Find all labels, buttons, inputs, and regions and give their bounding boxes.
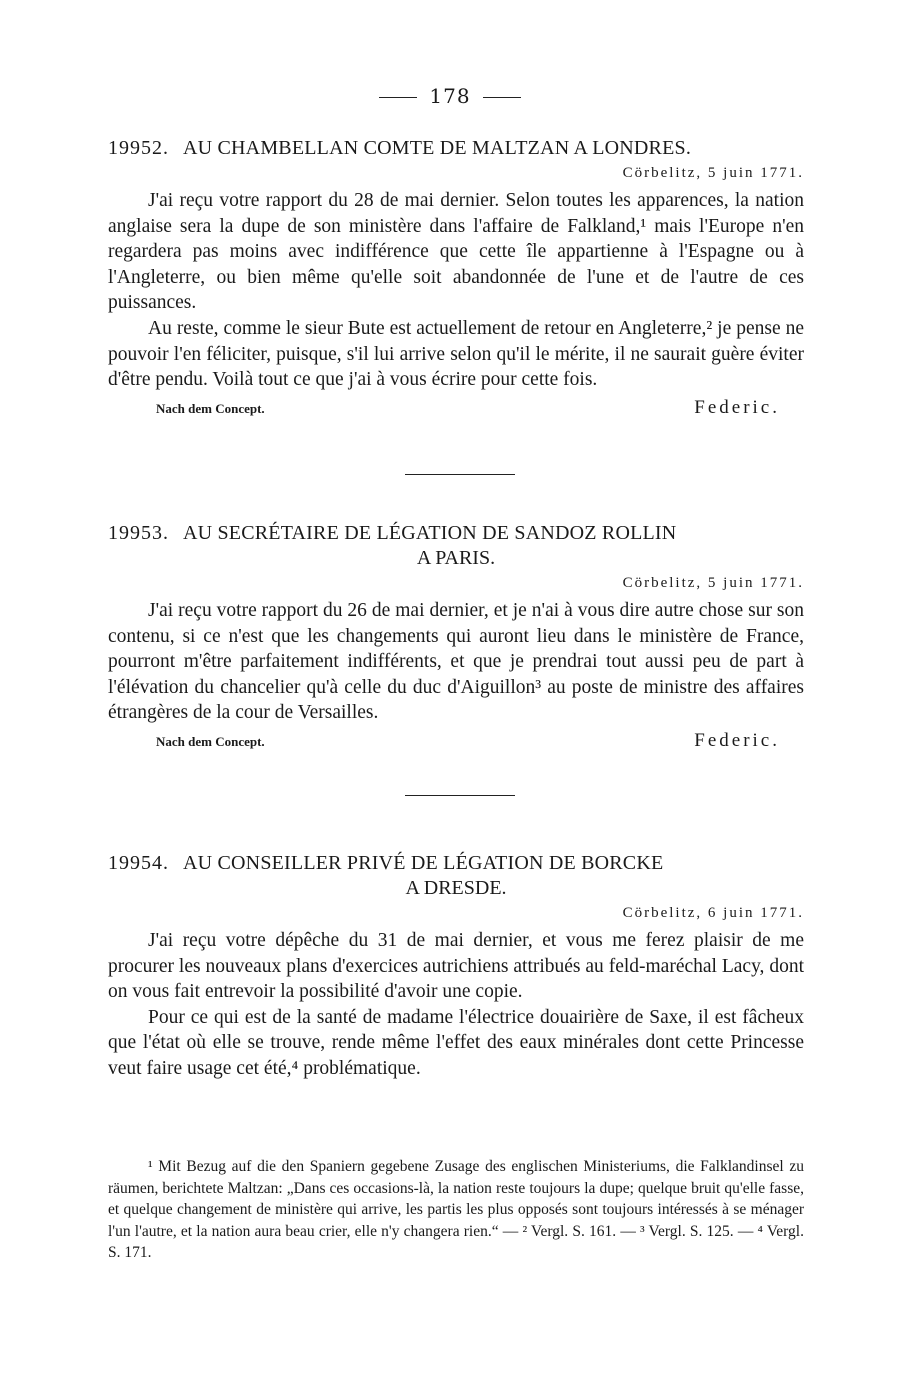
- letter-footer: [108, 397, 804, 419]
- page-number-dash-left: [379, 97, 417, 98]
- letter-footer: [108, 730, 804, 752]
- letter-dateline: Cörbelitz, 6 juin 1771.: [622, 905, 804, 921]
- letter-heading-continued: A PARIS.: [416, 547, 496, 569]
- letter-19952: [108, 136, 804, 419]
- letter-number: 19953.: [108, 522, 169, 544]
- letter-heading-continued: A DRESDE.: [405, 877, 507, 899]
- letter-source: Nach dem Concept.: [156, 733, 265, 749]
- letter-heading: [108, 136, 804, 161]
- letter-number: 19952.: [108, 137, 169, 159]
- letter-dateline: Cörbelitz, 5 juin 1771.: [622, 575, 804, 591]
- letter-signature: Federic.: [694, 729, 780, 751]
- letter-source: Nach dem Concept.: [156, 400, 265, 416]
- letter-19953: [108, 521, 804, 752]
- letter-dateline: Cörbelitz, 5 juin 1771.: [622, 165, 804, 181]
- footnotes: [108, 1156, 804, 1264]
- section-divider: [405, 795, 515, 796]
- letter-number: 19954.: [108, 852, 169, 874]
- letter-paragraph: Pour ce qui est de la santé de madame l'électrice douairière de Saxe, il est fâcheux que l'état où elle se trouve, rende même l'effet des eaux minérales dont cette Princesse veut faire usage cet été,⁴ problématique.: [108, 1006, 804, 1079]
- section-divider: [405, 474, 515, 475]
- letter-paragraph: J'ai reçu votre rapport du 26 de mai dernier, et je n'ai à vous dire autre chose sur son contenu, si ce n'est que les changements qui auront lieu dans le ministère de France, pourront m'être parfaitement indifférents, et que je prendrai tout aussi peu de part à l'élévation du chancelier qu'à celle du duc d'Aiguillon³ au poste de ministre des affaires étrangères de la cour de Versailles.: [108, 600, 804, 724]
- letter-19954: [108, 851, 804, 1082]
- page-number-text: 178: [429, 84, 471, 108]
- letter-heading: [108, 851, 804, 876]
- letter-signature: Federic.: [694, 396, 780, 418]
- letter-paragraph: Au reste, comme le sieur Bute est actuellement de retour en Angleterre,² je pense ne pouvoir l'en féliciter, puisque, s'il lui arrive selon qu'il le mérite, il ne saurait guère éviter d'être pendu. Voilà tout ce que j'ai à vous écrire pour cette fois.: [108, 317, 804, 391]
- letter-paragraph: J'ai reçu votre dépêche du 31 de mai dernier, et vous me ferez plaisir de me procurer les nouveaux plans d'exercices autrichiens attribués au feld-maréchal Lacy, dont on vous fait entrevoir la possibilité d'avoir une copie.: [108, 930, 804, 1003]
- letter-heading: [108, 521, 804, 546]
- letter-addressee: AU SECRÉTAIRE DE LÉGATION DE SANDOZ ROLLIN: [183, 522, 677, 544]
- page-number-dash-right: [483, 97, 521, 98]
- letter-addressee: AU CHAMBELLAN COMTE DE MALTZAN A LONDRES.: [183, 137, 692, 159]
- letter-addressee: AU CONSEILLER PRIVÉ DE LÉGATION DE BORCKE: [183, 852, 664, 874]
- letter-paragraph: J'ai reçu votre rapport du 28 de mai dernier. Selon toutes les apparences, la nation anglaise sera la dupe de son ministère dans l'affaire de Falkland,¹ mais l'Europe n'en regardera pas moins avec indifférence que cette île appartienne à l'Espagne ou à l'Angleterre, ou bien même qu'elle soit abandonnée de l'une et de l'autre de ces puissances.: [108, 190, 804, 314]
- page-number: [0, 84, 900, 108]
- footnote-text: ¹ Mit Bezug auf die den Spaniern gegebene Zusage des englischen Ministeriums, die Falklandinsel zu räumen, berichtete Maltzan: „Dans ces occasions-là, la nation reste toujours la dupe; quelque bruit qu'elle fasse, et quelque changement de ministère qui arrive, les partis les plus opposés sont toujours intéressés à se ménager l'un l'autre, et la nation aura beau crier, elle n'y changera rien.“ — ² Vergl. S. 161. — ³ Vergl. S. 125. — ⁴ Vergl. S. 171.: [108, 1158, 804, 1261]
